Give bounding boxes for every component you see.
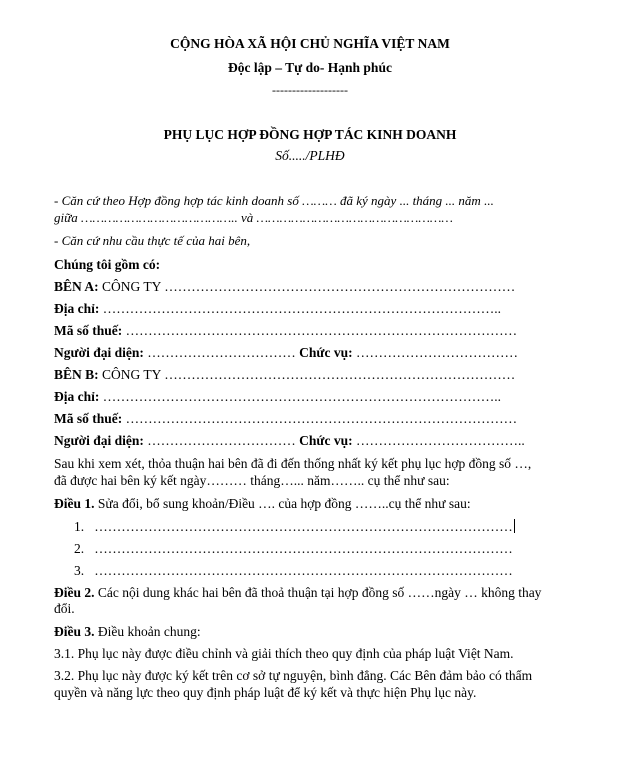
party-a-rep-value: ……………………………: [143, 345, 300, 360]
agreement-line-1: Sau khi xem xét, thỏa thuận hai bên đã đi đến thống nhất ký kết phụ lục hợp đồng số …,: [54, 456, 532, 471]
country-name: CỘNG HÒA XÃ HỘI CHỦ NGHĨA VIỆT NAM: [170, 36, 450, 51]
list-item: [74, 563, 513, 579]
article-2-text: Các nội dung khác hai bên đã thoả thuận tại hợp đồng số ……ngày … không thay: [94, 585, 542, 600]
basis-line-2: giữa ………………………………….. và ……………………………………………: [54, 210, 453, 225]
party-b-tax-value: ……………………………………………………………………………: [122, 411, 518, 426]
header-separator: -------------------: [272, 83, 348, 97]
party-b-tax-label: Mã số thuế:: [54, 411, 123, 426]
article-2-heading: [54, 585, 541, 601]
clause-3-2-line-1: 3.2. Phụ lục này được ký kết trên cơ sở tự nguyện, bình đẳng. Các Bên đảm bảo có thẩm: [54, 668, 533, 683]
party-a-label: BÊN A:: [54, 279, 99, 294]
basis-line-1: - Căn cứ theo Hợp đồng hợp tác kinh doanh số ……… đã ký ngày ... tháng ... năm ...: [54, 193, 494, 208]
party-b-tax-row: [54, 411, 517, 427]
party-b-position-value: ………………………………..: [352, 433, 525, 448]
party-b-rep-value: ……………………………: [143, 433, 300, 448]
party-b-rep-row: [54, 433, 525, 449]
list-item-text: …………………………………………………………………………………: [94, 519, 513, 534]
party-a-rep-row: [54, 345, 518, 361]
party-a-tax-label: Mã số thuế:: [54, 323, 123, 338]
basis-line-3: - Căn cứ nhu cầu thực tế của hai bên,: [54, 233, 251, 248]
document-title: PHỤ LỤC HỢP ĐỒNG HỢP TÁC KINH DOANH: [163, 127, 457, 142]
article-2-label: Điều 2.: [54, 585, 95, 600]
article-3-heading: [54, 624, 201, 640]
list-item: [74, 519, 515, 535]
party-b-position-label: Chức vụ:: [299, 433, 353, 448]
party-b-rep-label: Người đại diện:: [54, 433, 144, 448]
party-a-tax-row: [54, 323, 517, 339]
list-item-number: 1.: [74, 519, 85, 534]
party-a-address-row: [54, 301, 501, 317]
party-a-address-label: Địa chỉ:: [54, 301, 100, 316]
article-3-label: Điều 3.: [54, 624, 95, 639]
article-2-continuation: đổi.: [54, 601, 75, 616]
list-item-number: 2.: [74, 541, 85, 556]
article-1-label: Điều 1.: [54, 496, 95, 511]
agreement-line-2: đã được hai bên ký kết ngày……… tháng…... năm…….. cụ thể như sau:: [54, 473, 450, 488]
party-b-address-value: ……………………………………………………………………………..: [99, 389, 501, 404]
party-a-tax-value: ……………………………………………………………………………: [122, 323, 518, 338]
list-item: [74, 541, 513, 557]
party-a-position-value: ………………………………: [352, 345, 518, 360]
text-cursor: [514, 519, 515, 533]
list-item-number: 3.: [74, 563, 85, 578]
party-b-label: BÊN B:: [54, 367, 99, 382]
list-item-text: …………………………………………………………………………………: [94, 563, 513, 578]
article-3-text: Điều khoản chung:: [94, 624, 201, 639]
party-a-rep-label: Người đại diện:: [54, 345, 144, 360]
national-motto: Độc lập – Tự do- Hạnh phúc: [228, 60, 392, 75]
clause-3-2-line-2: quyền và năng lực theo quy định pháp luật để ký kết và thực hiện Phụ lục này.: [54, 685, 477, 700]
party-a-value: CÔNG TY ……………………………………………………………………: [98, 279, 516, 294]
list-item-text: …………………………………………………………………………………: [94, 541, 513, 556]
parties-intro: Chúng tôi gồm có:: [54, 257, 161, 272]
party-b-address-row: [54, 389, 501, 405]
clause-3-1: 3.1. Phụ lục này được điều chỉnh và giải thích theo quy định của pháp luật Việt Nam.: [54, 646, 514, 661]
article-1-text: Sửa đổi, bổ sung khoản/Điều …. của hợp đồng ……..cụ thể như sau:: [94, 496, 471, 511]
party-a-row: [54, 279, 515, 295]
party-a-address-value: ……………………………………………………………………………..: [99, 301, 501, 316]
party-b-value: CÔNG TY ……………………………………………………………………: [98, 367, 516, 382]
document-number: Số...../PLHĐ: [275, 148, 345, 163]
party-a-position-label: Chức vụ:: [299, 345, 353, 360]
party-b-address-label: Địa chỉ:: [54, 389, 100, 404]
article-1-heading: [54, 496, 471, 512]
party-b-row: [54, 367, 515, 383]
